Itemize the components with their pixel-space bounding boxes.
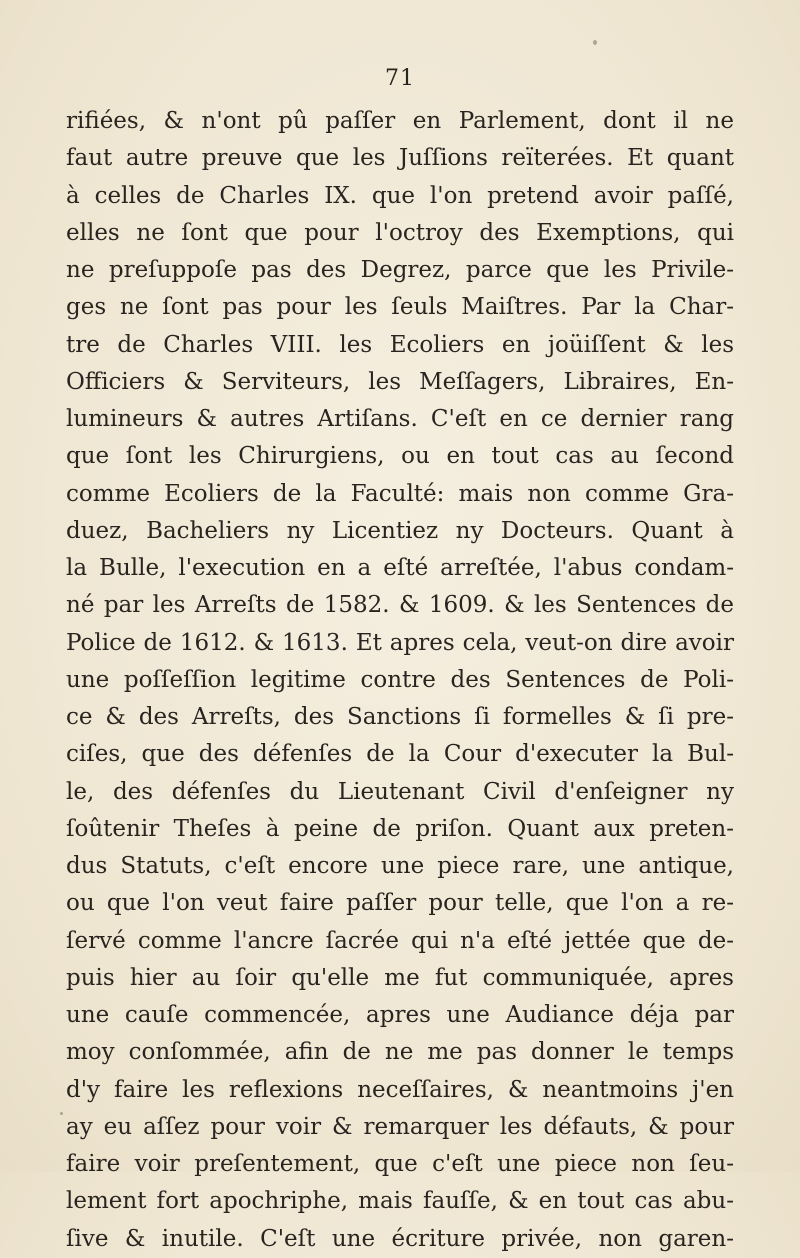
- text-line: d'y faire les reflexions neceſſaires, & neantmoins j'en: [66, 1076, 734, 1103]
- text-line: puis hier au ſoir qu'elle me fut communiquée, apres: [66, 964, 734, 991]
- body-text: [66, 103, 734, 1258]
- text-line: ay eu aſſez pour voir & remarquer les défauts, & pour: [66, 1113, 734, 1140]
- text-line: à celles de Charles IX. que l'on pretend avoir paſſé,: [66, 182, 734, 209]
- text-line: Police de 1612. & 1613. Et apres cela, veut-on dire avoir: [66, 629, 734, 656]
- text-line: ou que l'on veut faire paſſer pour telle, que l'on a re-: [66, 890, 734, 917]
- text-line: moy conſommée, afin de ne me pas donner le temps: [66, 1039, 734, 1066]
- text-line: né par les Arreſts de 1582. & 1609. & les Sentences de: [66, 592, 734, 619]
- text-line: ſive & inutile. C'eſt une écriture privée, non garen-: [66, 1225, 734, 1252]
- text-line: ce & des Arreſts, des Sanctions ſi formelles & ſi pre-: [66, 704, 734, 730]
- paper-speck: [60, 1112, 63, 1115]
- text-line: elles ne ſont que pour l'octroy des Exemptions, qui: [66, 219, 734, 246]
- paper-speck: [593, 40, 597, 45]
- text-line: faut autre preuve que les Juſſions reïterées. Et quant: [66, 145, 734, 172]
- text-line: que ſont les Chirurgiens, ou en tout cas au ſecond: [66, 443, 734, 470]
- text-line: lumineurs & autres Artiſans. C'eſt en ce dernier rang: [66, 406, 734, 432]
- text-line: ſervé comme l'ancre ſacrée qui n'a eſté jettée que de-: [66, 927, 734, 954]
- text-line: duez, Bacheliers ny Licentiez ny Docteurs. Quant à: [66, 517, 734, 544]
- text-line: faire voir preſentement, que c'eſt une piece non ſeu-: [66, 1151, 734, 1177]
- text-line: lement fort apochriphe, mais fauſſe, & en tout cas abu-: [66, 1188, 734, 1215]
- text-line: ges ne ſont pas pour les ſeuls Maiſtres. Par la Char-: [66, 294, 734, 321]
- text-line: le, des défenſes du Lieutenant Civil d'enſeigner ny: [66, 778, 734, 805]
- text-line: rifiées, & n'ont pû paſſer en Parlement, dont il ne: [66, 108, 734, 134]
- text-line: ciſes, que des défenſes de la Cour d'executer la Bul-: [66, 741, 734, 768]
- text-line: une poſſeſſion legitime contre des Sentences de Poli-: [66, 666, 734, 693]
- text-line: la Bulle, l'execution en a eſté arreſtée, l'abus condam-: [66, 555, 734, 581]
- text-line: comme Ecoliers de la Faculté: mais non comme Gra-: [66, 480, 734, 507]
- text-line: ne preſuppoſe pas des Degrez, parce que les Privile-: [66, 257, 734, 283]
- text-line: ſoûtenir Theſes à peine de priſon. Quant aux preten-: [66, 815, 734, 842]
- text-line: dus Statuts, c'eſt encore une piece rare, une antique,: [66, 853, 734, 879]
- page-number: 71: [385, 66, 415, 91]
- text-line: Officiers & Serviteurs, les Meſſagers, Libraires, En-: [66, 368, 734, 395]
- text-line: une cauſe commencée, apres une Audiance déja par: [66, 1002, 734, 1028]
- text-line: tre de Charles VIII. les Ecoliers en joüiſſent & les: [66, 331, 734, 358]
